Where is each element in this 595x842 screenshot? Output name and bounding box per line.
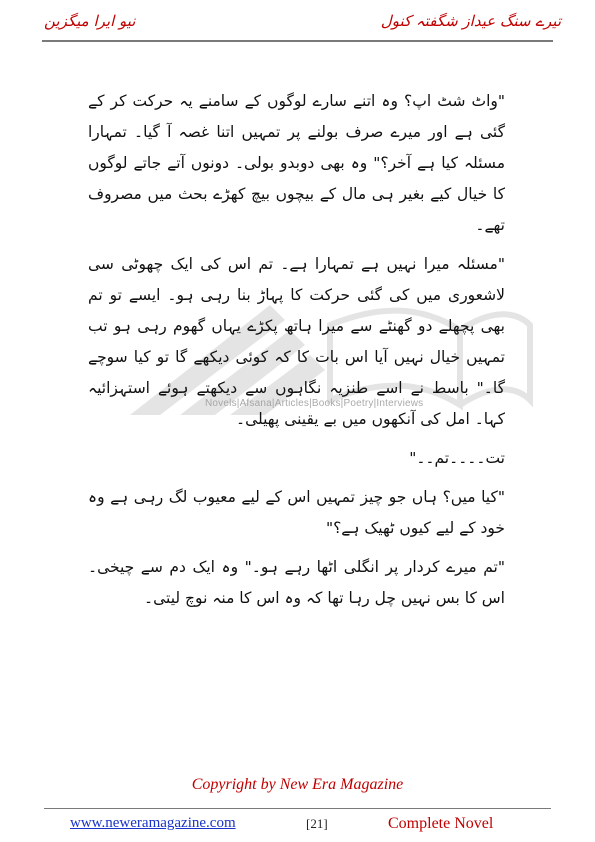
magazine-name: نیو ایرا میگزین xyxy=(44,12,136,30)
website-link[interactable]: www.neweramagazine.com xyxy=(70,815,236,831)
header-divider xyxy=(42,40,553,42)
paragraph-2: "مسئلہ میرا نہیں ہے تمہارا ہے۔ تم اس کی ایک چھوٹی سی لاشعوری میں کی گئی حرکت کا پہاڑ بنا رہی ہو۔ ایسے تو تم بھی پچھلے دو گھنٹے سے میرا ہاتھ پکڑے یہاں گھوم رہی ہو تب تمہیں خیال نہیں آیا اس بات کا کہ کوئی دیکھے گا تو کیا سوچے گا۔" باسط نے اسے طنزیہ نگاہوں سے دیکھتے ہوئے استہزائیہ کہا۔ امل کی آنکھوں میں بے یقینی پھیلی۔ xyxy=(88,255,505,428)
paragraph-4: "کیا میں؟ ہاں جو چیز تمہیں اس کے لیے معیوب لگ رہی ہے وہ خود کے لیے کیوں ٹھیک ہے؟" xyxy=(88,488,505,537)
page-number: [21] xyxy=(306,816,328,831)
novel-title: تیرے سنگ عیداز شگفتہ کنول xyxy=(380,12,561,30)
novel-body xyxy=(88,86,505,622)
complete-novel-label: Complete Novel xyxy=(388,815,494,832)
page-header xyxy=(24,10,571,40)
paragraph-1: "واٹ شٹ اپ؟ وہ اتنے سارے لوگوں کے سامنے یہ حرکت کر کے گئی ہے اور میرے صرف بولنے پر تمہیں اتنا غصہ آ گیا۔ تمہارا مسئلہ کیا ہے آخر؟" وہ بھی دوبدو بولی۔ دونوں آتے جاتے لوگوں کا خیال کیے بغیر ہی مال کے بیچوں بیچ کھڑے بحث میں مصروف تھے۔ xyxy=(88,92,505,234)
copyright-line: Copyright by New Era Magazine xyxy=(191,776,404,793)
paragraph-3: تت۔۔۔۔تم۔۔" xyxy=(409,449,505,467)
watermark-tagline: Novels|Afsana|Articles|Books|Poetry|Interviews xyxy=(205,398,424,409)
footer-divider xyxy=(44,808,551,809)
paragraph-5: "تم میرے کردار پر انگلی اٹھا رہے ہو۔" وہ ایک دم سے چیخی۔ اس کا بس نہیں چل رہا تھا کہ وہ اس کا منہ نوچ لیتی۔ xyxy=(88,558,505,607)
